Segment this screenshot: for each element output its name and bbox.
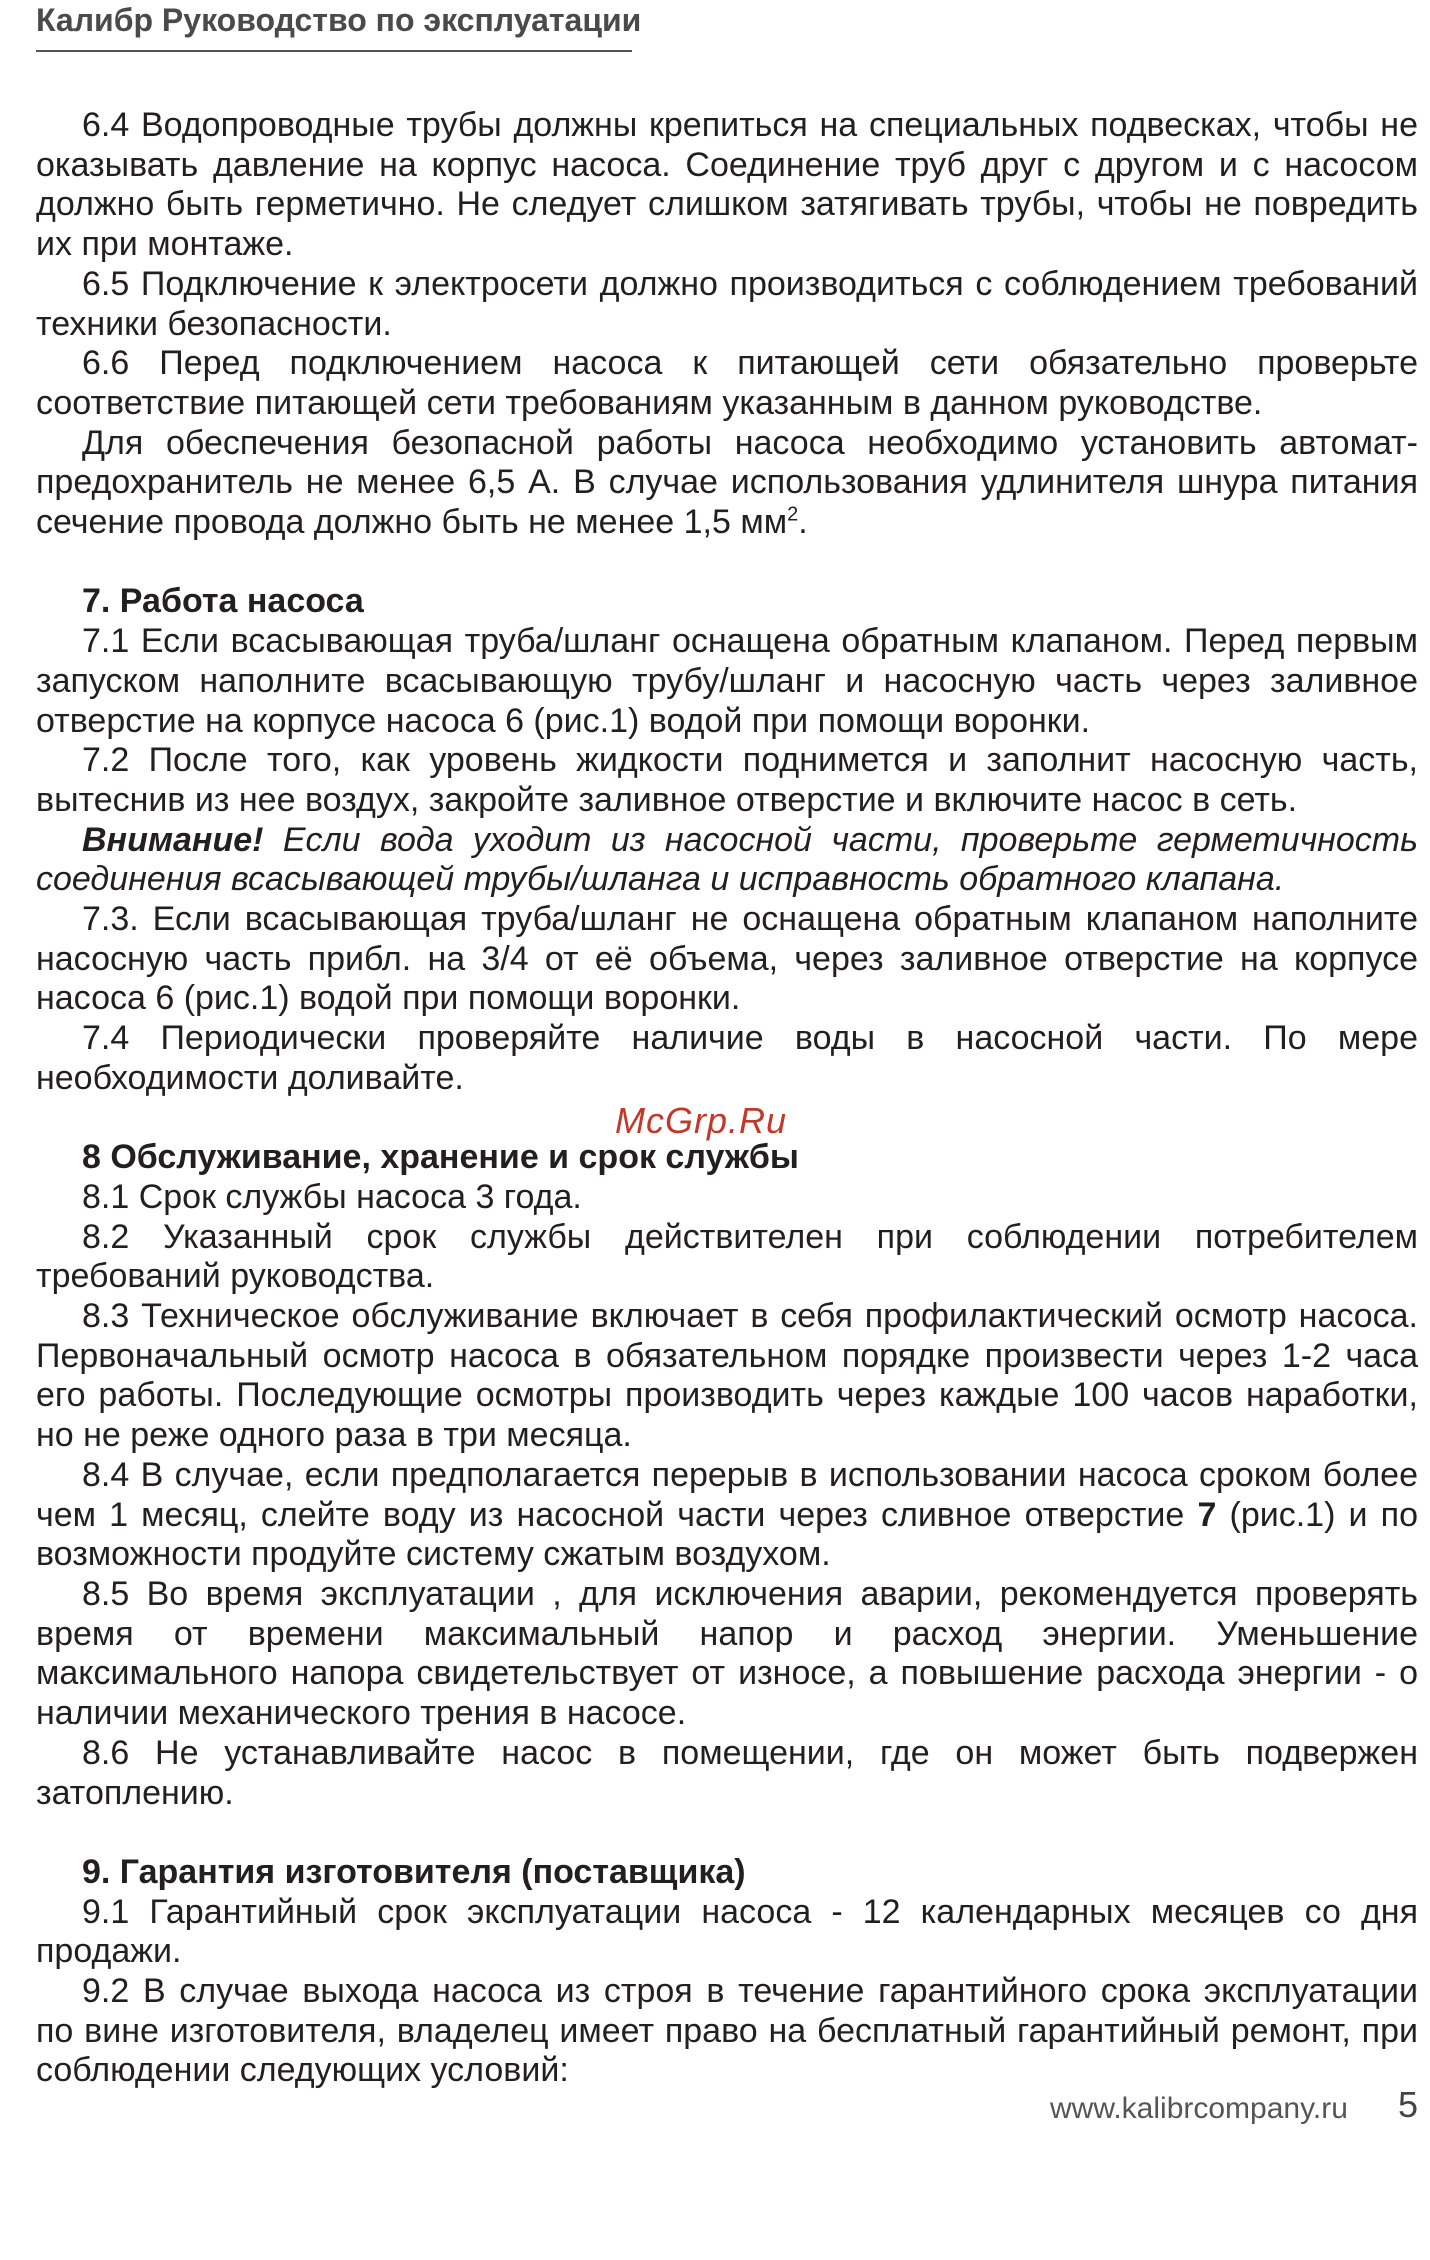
paragraph-7-1: 7.1 Если всасывающая труба/шланг оснащена обратным клапаном. Перед первым запуском наполните всасывающую трубу/шланг и насосную часть через заливное отверстие на корпусе насоса 6 (рис.1) водой при помощи воронки.	[36, 622, 1418, 740]
watermark: McGrp.Ru	[615, 1100, 788, 1141]
section-8-title: 8 Обслуживание, хранение и срок службы	[82, 1138, 799, 1177]
paragraph-8-1: 8.1 Срок службы насоса 3 года.	[82, 1177, 582, 1216]
paragraph-7-2: 7.2 После того, как уровень жидкости поднимется и заполнит насосную часть, вытеснив из нее воздух, закройте заливное отверстие и включите насос в сеть.	[36, 741, 1418, 819]
paragraph-6-6-fuse	[36, 424, 1418, 543]
header-title: Калибр Руководство по эксплуатации	[36, 2, 642, 38]
paragraph-6-4: 6.4 Водопроводные трубы должны крепиться на специальных подвесках, чтобы не оказывать давление на корпус насоса. Соединение труб друг с другом и с насосом должно быть герметично. Не следует слишком затягивать трубы, чтобы не повредить их при монтаже.	[36, 106, 1418, 264]
footer-website: www.kalibrcompany.ru	[1050, 2092, 1348, 2125]
document-body	[36, 106, 1418, 2091]
paragraph-8-3: 8.3 Техническое обслуживание включает в себя профилактический осмотр насоса. Первоначальный осмотр насоса в обязательном порядке произвести через 1-2 часа его работы. Последующие осмотры производить через каждые 100 часов наработки, но не реже одного раза в три месяца.	[36, 1297, 1418, 1455]
fuse-text: Для обеспечения безопасной работы насоса необходимо установить автомат-предохранитель не менее 6,5 А. В случае использования удлинителя шнура питания сечение провода должно быть не менее 1,5 мм	[36, 423, 1418, 542]
p84-bold-ref: 7	[1197, 1495, 1217, 1534]
paragraph-7-3: 7.3. Если всасывающая труба/шланг не оснащена обратным клапаном наполните насосную часть прибл. на 3/4 от её объема, через заливное отверстие на корпусе насоса 6 (рис.1) водой при помощи воронки.	[36, 900, 1418, 1018]
section-7-title: 7. Работа насоса	[82, 582, 364, 621]
paragraph-9-1: 9.1 Гарантийный срок эксплуатации насоса - 12 календарных месяцев со дня продажи.	[36, 1892, 1418, 1971]
spacer	[36, 1813, 1418, 1853]
paragraph-7-4: 7.4 Периодически проверяйте наличие воды в насосной части. По мере необходимости доливайте.	[36, 1019, 1418, 1097]
p84-text-a: 8.4 В случае, если предполагается перерыв в использовании насоса сроком более чем 1 месяц, слейте воду из насосной части через сливное отверстие	[36, 1455, 1418, 1534]
paragraph-8-5: 8.5 Во время эксплуатации , для исключения аварии, рекомендуется проверять время от времени максимальный напор и расход энергии. Уменьшение максимального напора свидетельствует от износе, а повышение расхода энергии - о наличии механического трения в насосе.	[36, 1574, 1418, 1733]
spacer	[36, 543, 1418, 583]
superscript-2: 2	[787, 503, 799, 526]
paragraph-6-6: 6.6 Перед подключением насоса к питающей сети обязательно проверьте соответствие питающей сети требованиям указанным в данном руководстве.	[36, 344, 1418, 422]
paragraph-8-6: 8.6 Не устанавливайте насос в помещении, где он может быть подвержен затоплению.	[36, 1733, 1418, 1812]
paragraph-9-2: 9.2 В случае выхода насоса из строя в течение гарантийного срока эксплуатации по вине изготовителя, владелец имеет право на бесплатный гарантийный ремонт, при соблюдении следующих условий:	[36, 1972, 1418, 2090]
warning-paragraph	[36, 821, 1418, 900]
page-number: 5	[1398, 2084, 1419, 2125]
paragraph-8-4	[36, 1456, 1418, 1575]
p84-text-b: (рис.1) и по возможности продуйте систему сжатым воздухом.	[36, 1495, 1418, 1574]
section-9-title: 9. Гарантия изготовителя (поставщика)	[82, 1852, 746, 1891]
page-header	[36, 0, 642, 52]
paragraph-8-2: 8.2 Указанный срок службы действителен при соблюдении потребителем требований руководства.	[36, 1217, 1418, 1296]
warning-label: Внимание!	[82, 820, 264, 859]
fuse-text-end: .	[798, 503, 808, 542]
paragraph-6-5: 6.5 Подключение к электросети должно производиться с соблюдением требований техники безопасности.	[36, 264, 1418, 343]
warning-text: Если вода уходит из насосной части, проверьте герметичность соединения всасывающей трубы/шланга и исправность обратного клапана.	[36, 820, 1418, 899]
